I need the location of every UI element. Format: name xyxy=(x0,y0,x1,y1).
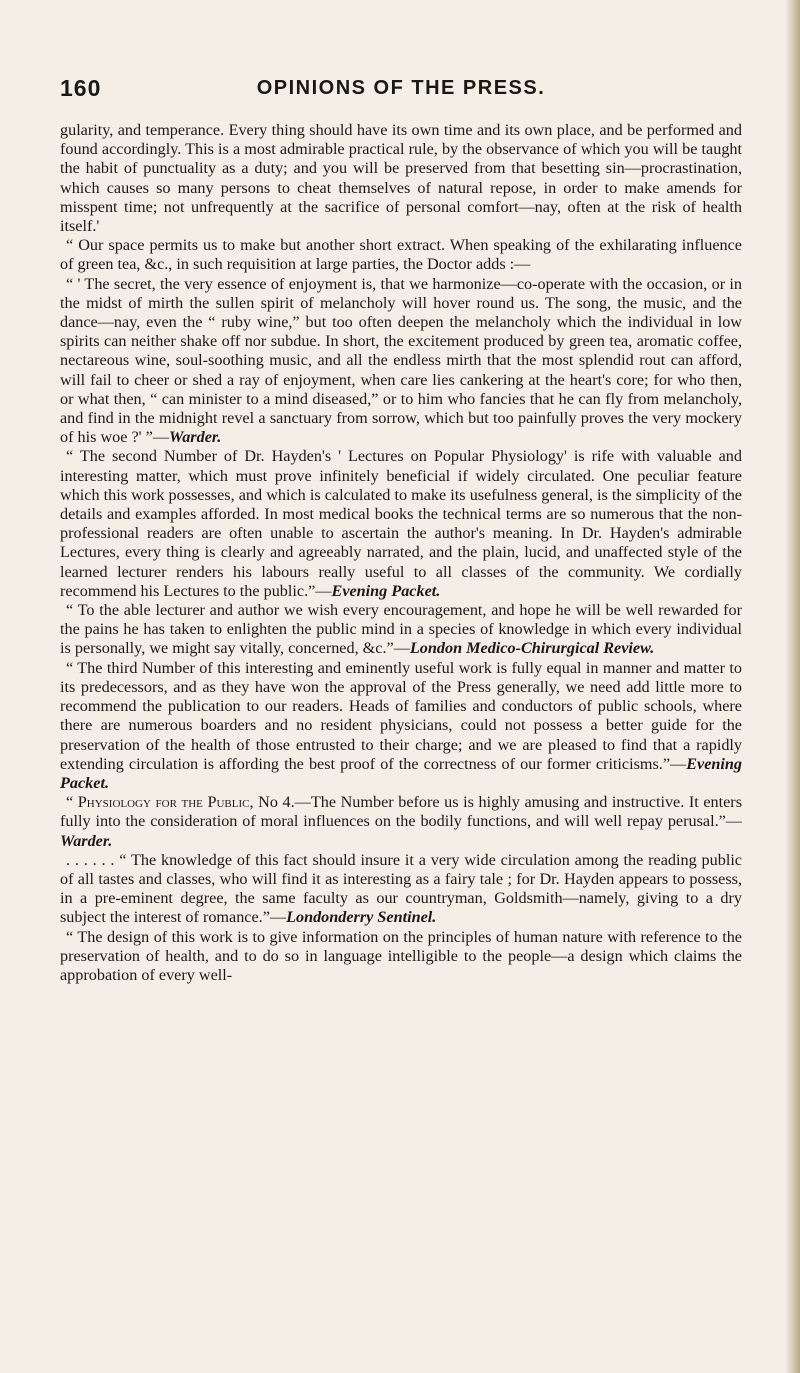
paragraph-lead: “ Physiology for the Public, xyxy=(66,793,254,812)
paragraph xyxy=(60,236,742,274)
paragraph-text: “ The design of this work is to give information on the principles of human nature with reference to the preservation of health, and to do so in language intelligible to the people—a design which claims the approbation of every well- xyxy=(60,927,742,984)
paragraph-text: . . . . . . “ The knowledge of this fact should insure it a very wide circulation among the reading public of all tastes and classes, who will find it as interesting as a fairy tale ; for Dr. Hayden appears to possess, in a pre-eminent degree, the same faculty as our countryman, Goldsmith—namely, giving to a dry subject the interest of romance.”— xyxy=(60,850,742,927)
page-number: 160 xyxy=(60,75,102,101)
paragraph-text: “ ' The secret, the very essence of enjoyment is, that we harmonize—co-operate with the occasion, or in the midst of mirth the sullen spirit of melancholy will hover round us. The song, the music, and the dance—nay, even the “ ruby wine,” but too often deepen the melancholy which the individual in low spirits can neither shake off nor subdue. In short, the excitement produced by green tea, aromatic coffee, nectareous wine, soul-soothing music, and all the endless mirth that the most splendid rout can afford, will fail to cheer or shed a ray of enjoyment, when care lies cankering at the heart's core; for who then, or what then, “ can minister to a mind diseased,” or to him who fancies that he can fly from melancholy, and find in the midnight revel a sanctuary from sorrow, which but too painfully proves the very mockery of his woe ?' ”— xyxy=(60,274,742,447)
page-header xyxy=(60,75,742,107)
citation: Londonderry Sentinel. xyxy=(286,908,437,927)
page-edge-shadow xyxy=(786,0,800,1373)
paragraph-text: “ The second Number of Dr. Hayden's ' Lectures on Popular Physiology' is rife with valuable and interesting matter, which must prove infinitely beneficial if widely circulated. One peculiar feature which this work possesses, and which is calculated to make its usefulness general, is the simplicity of the details and examples afforded. In most medical books the technical terms are so numerous that the non-professional readers are often unable to ascertain the author's meaning. In Dr. Hayden's admirable Lectures, every thing is clearly and agreeably narrated, and the plain, lucid, and unaffected style of the learned lecturer renders his labours really useful to all classes of the community. We cordially recommend his Lectures to the public.”— xyxy=(60,447,742,600)
paragraph xyxy=(60,447,742,601)
paragraph-text: “ The third Number of this interesting and eminently useful work is fully equal in manner and matter to its predecessors, and as they have won the approval of the Press generally, we need add little more to recommend the publication to our readers. Heads of families and conductors of public schools, where there are numerous boarders and no resident physicians, could not possess a better guide for the preservation of the health of those entrusted to their charge; and we are pleased to find that a rapidly extending circulation is affording the best proof of the correctness of our former criticisms.”— xyxy=(60,658,742,773)
paragraph-text: “ To the able lecturer and author we wish every encouragement, and hope he will be well rewarded for the pains he has taken to enlighten the public mind in a species of knowledge in which every individual is personally, we might say vitally, concerned, &c.”— xyxy=(60,601,742,658)
paragraph xyxy=(60,659,742,793)
paragraph xyxy=(60,275,742,448)
paragraph-text: No 4.—The Number before us is highly amusing and instructive. It enters fully into the consideration of moral influences on the bodily functions, and will well repay perusal.”— xyxy=(60,793,742,831)
paragraph xyxy=(60,928,742,986)
body-text xyxy=(60,121,742,985)
citation: Warder. xyxy=(169,428,222,447)
running-title: OPINIONS OF THE PRESS. xyxy=(256,77,546,99)
paragraph-text: gularity, and temperance. Every thing should have its own time and its own place, and be performed and found accordingly. This is a most admirable practical rule, by the observance of which you will be taught the habit of punctuality as a duty; and you will be preserved from that besetting sin—procrastination, which causes so many persons to cheat themselves of natural repose, in order to make amends for misspent time; not unfrequently at the sacrifice of personal comfort—nay, often at the risk of health itself.' xyxy=(60,121,742,236)
paragraph-text: “ Our space permits us to make but another short extract. When speaking of the exhilarating influence of green tea, &c., in such requisition at large parties, the Doctor adds :— xyxy=(60,236,742,274)
paragraph xyxy=(60,851,742,928)
paragraph xyxy=(60,121,742,236)
paragraph xyxy=(60,793,742,851)
citation: Evening Packet. xyxy=(331,581,441,600)
citation: Evening Packet. xyxy=(60,754,742,792)
paragraph xyxy=(60,601,742,659)
citation: Warder. xyxy=(60,831,113,850)
citation: London Medico-Chirurgical Review. xyxy=(409,639,655,658)
